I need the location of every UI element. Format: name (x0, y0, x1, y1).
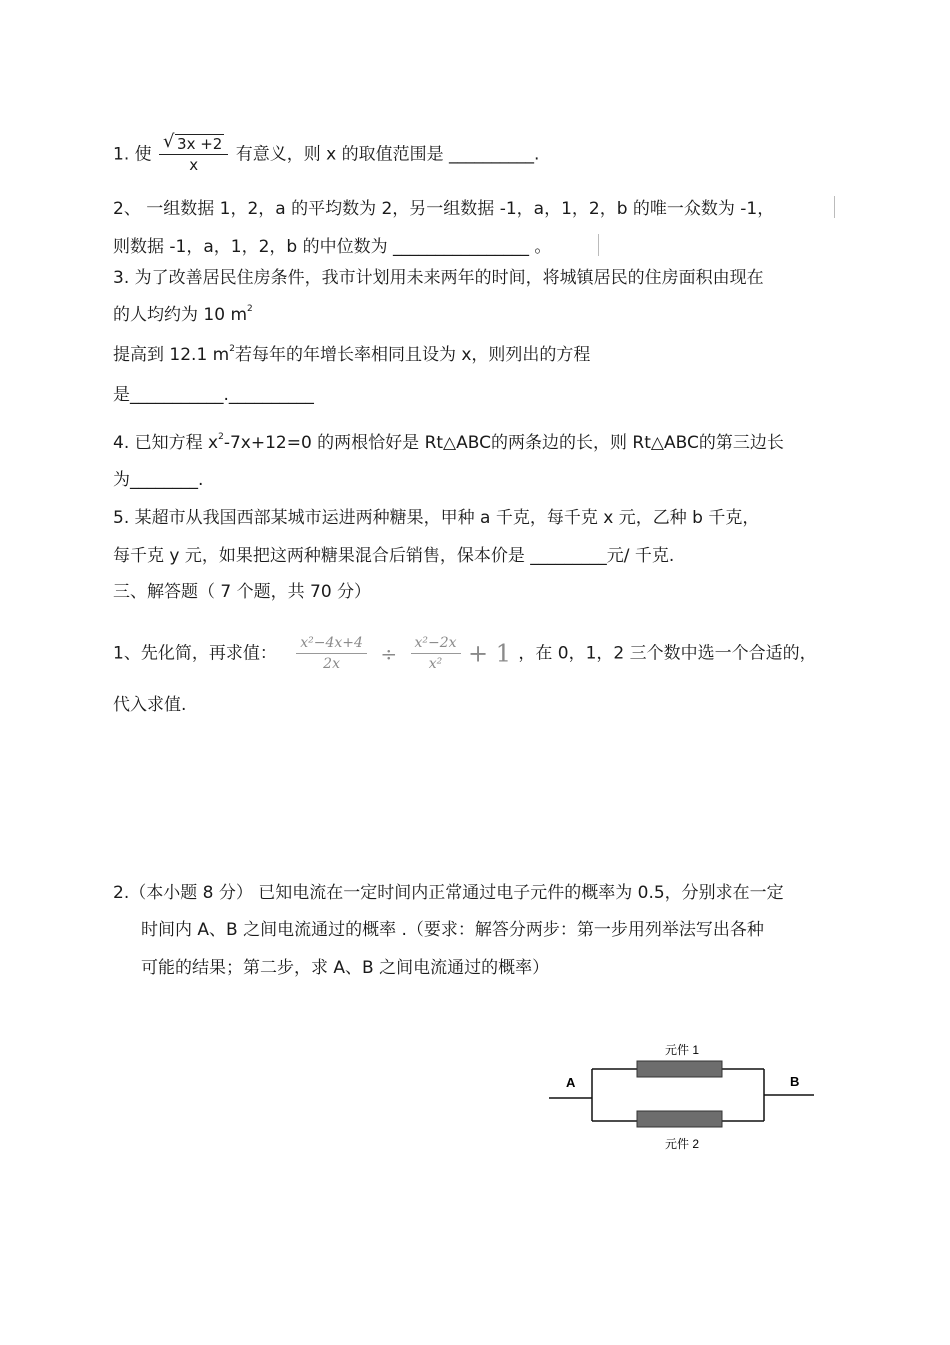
q1-denominator: x (189, 156, 199, 174)
question-1 (113, 131, 540, 175)
problem-2-line-3: 可能的结果；第二步，求 A、B 之间电流通过的概率） (141, 958, 550, 978)
question-3-line-4: 是___________.__________ (113, 385, 314, 405)
question-3-line-3: 提高到 12.1 $m^2$若每年的年增长率相同且设为 x，则列出的方程 (113, 344, 591, 365)
circuit-diagram (540, 1035, 840, 1165)
component-2-resistor (637, 1111, 722, 1127)
p1-frac1-numerator: x²−4x+4 (296, 633, 367, 654)
p1-prefix: 1、先化简，再求值： (113, 643, 277, 664)
problem-1-line-1 (113, 630, 817, 677)
question-4-line-2: 为________. (113, 470, 204, 490)
p1-frac1-denominator: 2x (323, 656, 340, 672)
question-4-line-1: 4. 已知方程 $x^2-7x+12=0$ 的两根恰好是 Rt△ABC的两条边的长，则 Rt△ABC的第三边长 (113, 432, 784, 453)
component-1-resistor (637, 1061, 722, 1077)
component-2-label: 元件 2 (665, 1137, 700, 1151)
problem-1-line-2: 代入求值. (113, 695, 187, 715)
q1-radicand: 3x +2 (177, 135, 223, 153)
q1-suffix: 有意义，则 x 的取值范围是 __________. (235, 144, 540, 165)
p1-frac2-numerator: x²−2x (411, 633, 461, 654)
label-a: A (566, 1075, 576, 1090)
p1-expression (294, 630, 511, 677)
problem-2-line-2: 时间内 A、B 之间电流通过的概率 .（要求：解答分两步：第一步用列举法写出各种 (141, 920, 764, 940)
question-2-line-1: 2、 一组数据 1，2，a 的平均数为 2，另一组数据 -1，a，1，2，b 的唯一众数为 -1， (113, 199, 775, 219)
component-1-label: 元件 1 (665, 1043, 700, 1057)
label-b: B (790, 1074, 800, 1089)
section-3-heading: 三、解答题（ 7 个题，共 70 分） (113, 582, 372, 602)
p1-suffix: ，在 0，1，2 三个数中选一个合适的， (518, 643, 817, 664)
q1-prefix: 1. 使 (113, 144, 152, 165)
radical-sign-icon: √ (163, 131, 175, 152)
margin-mark (598, 234, 599, 256)
margin-mark (834, 196, 835, 218)
question-5-line-1: 5. 某超市从我国西部某城市运进两种糖果，甲种 a 千克，每千克 x 元，乙种 b 千克， (113, 508, 760, 528)
q1-fraction (159, 131, 228, 175)
question-3-line-1: 3. 为了改善居民住房条件，我市计划用未来两年的时间，将城镇居民的住房面积由现在 (113, 268, 764, 288)
question-5-line-2: 每千克 y 元，如果把这两种糖果混合后销售，保本价是 _________元/ 千克. (113, 546, 675, 566)
problem-2-line-1: 2.（本小题 8 分） 已知电流在一定时间内正常通过电子元件的概率为 0.5，分别求在一定 (113, 883, 784, 903)
divide-icon: ÷ (380, 641, 398, 666)
p1-frac2-denominator: x² (428, 656, 443, 672)
sqrt-expression (163, 131, 224, 154)
question-3-line-2: 的人均约为 10 $m^2$ (113, 304, 253, 325)
question-2-line-2: 则数据 -1，a，1，2，b 的中位数为 ________________ 。 (113, 237, 552, 257)
p1-plus-one: + 1 (467, 639, 511, 668)
